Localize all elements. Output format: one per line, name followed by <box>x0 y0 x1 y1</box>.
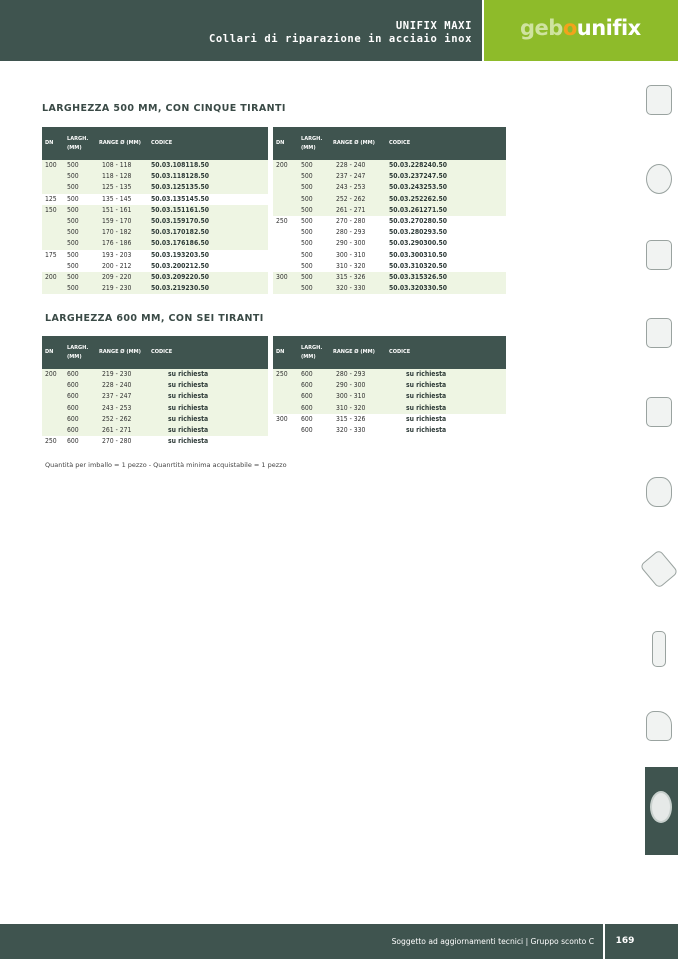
width-cell: 600 <box>64 436 96 447</box>
table-row <box>42 194 268 205</box>
code-cell: su richiesta <box>148 414 268 425</box>
width-cell: 500 <box>64 171 96 182</box>
table-row <box>42 391 268 402</box>
table-row <box>42 425 268 436</box>
code-cell: su richiesta <box>148 391 268 402</box>
width-cell: 500 <box>64 250 96 261</box>
table-row <box>273 238 506 249</box>
dn-cell <box>42 238 64 249</box>
table-row <box>273 414 506 425</box>
table-row <box>42 216 268 227</box>
range-cell: 219 - 230 <box>96 369 148 380</box>
width-cell: 600 <box>64 403 96 414</box>
dn-cell: 200 <box>42 272 64 283</box>
width-cell: 500 <box>64 216 96 227</box>
col-code: CODICE <box>148 127 268 160</box>
range-cell: 176 - 186 <box>96 238 148 249</box>
col-width: LARGH. (MM) <box>298 336 330 369</box>
code-cell: 50.03.243253.50 <box>386 182 506 193</box>
bend-fitting-icon[interactable] <box>646 711 672 741</box>
table-row <box>273 425 506 436</box>
table-row <box>273 194 506 205</box>
table-row <box>273 261 506 272</box>
range-cell: 108 - 118 <box>96 160 148 171</box>
width-cell: 600 <box>298 403 330 414</box>
range-cell: 193 - 203 <box>96 250 148 261</box>
range-cell: 315 - 326 <box>330 272 386 283</box>
section-title-600: LARGHEZZA 600 MM, CON SEI TIRANTI <box>45 313 264 324</box>
footer-note: Soggetto ad aggiornamenti tecnici | Gruppo sconto C <box>391 937 594 946</box>
range-cell: 310 - 320 <box>330 403 386 414</box>
sidebar-item-active[interactable] <box>645 767 678 855</box>
repair-collar-icon <box>650 791 672 823</box>
dn-cell: 150 <box>42 205 64 216</box>
width-cell: 500 <box>64 272 96 283</box>
table-row <box>273 205 506 216</box>
width-cell: 500 <box>298 272 330 283</box>
width-cell: 600 <box>298 380 330 391</box>
width-cell: 500 <box>298 171 330 182</box>
table-row <box>273 369 506 380</box>
range-cell: 290 - 300 <box>330 380 386 391</box>
code-cell: 50.03.170182.50 <box>148 227 268 238</box>
table-600-left <box>42 336 268 447</box>
code-cell: 50.03.125135.50 <box>148 182 268 193</box>
range-cell: 261 - 271 <box>96 425 148 436</box>
dn-cell: 125 <box>42 194 64 205</box>
code-cell: su richiesta <box>148 425 268 436</box>
table-row <box>273 250 506 261</box>
code-cell: 50.03.300310.50 <box>386 250 506 261</box>
width-cell: 500 <box>64 227 96 238</box>
width-cell: 600 <box>298 391 330 402</box>
width-cell: 500 <box>298 283 330 294</box>
range-cell: 320 - 330 <box>330 283 386 294</box>
packaging-note: Quantità per imballo = 1 pezzo - Quanrtità minima acquistabile = 1 pezzo <box>45 461 287 469</box>
width-cell: 600 <box>64 391 96 402</box>
code-cell: 50.03.108118.50 <box>148 160 268 171</box>
code-cell: su richiesta <box>386 369 506 380</box>
range-cell: 310 - 320 <box>330 261 386 272</box>
dn-cell <box>273 194 298 205</box>
dn-cell: 175 <box>42 250 64 261</box>
width-cell: 600 <box>64 425 96 436</box>
section-title-500: LARGHEZZA 500 MM, CON CINQUE TIRANTI <box>42 103 286 114</box>
width-cell: 600 <box>64 380 96 391</box>
table-row <box>42 369 268 380</box>
width-cell: 600 <box>64 414 96 425</box>
table-row <box>273 227 506 238</box>
code-cell: su richiesta <box>386 425 506 436</box>
range-cell: 315 - 326 <box>330 414 386 425</box>
dn-cell <box>42 261 64 272</box>
width-cell: 500 <box>298 194 330 205</box>
dn-cell: 100 <box>42 160 64 171</box>
table-row <box>273 403 506 414</box>
col-dn: DN <box>273 127 298 160</box>
code-cell: 50.03.118128.50 <box>148 171 268 182</box>
dn-cell: 300 <box>273 414 298 425</box>
pipe-section-icon[interactable] <box>652 631 666 667</box>
table-500-right <box>273 127 506 294</box>
page-number: 169 <box>605 924 645 959</box>
width-cell: 500 <box>64 283 96 294</box>
code-cell: 50.03.209220.50 <box>148 272 268 283</box>
table-row <box>42 283 268 294</box>
footer-bar <box>0 924 678 959</box>
table-row <box>42 272 268 283</box>
table-row <box>273 160 506 171</box>
range-cell: 159 - 170 <box>96 216 148 227</box>
table-row <box>273 216 506 227</box>
range-cell: 252 - 262 <box>96 414 148 425</box>
range-cell: 151 - 161 <box>96 205 148 216</box>
col-code: CODICE <box>386 336 506 369</box>
saddle-clamp-icon[interactable] <box>646 164 672 194</box>
code-cell: 50.03.320330.50 <box>386 283 506 294</box>
code-cell: 50.03.290300.50 <box>386 238 506 249</box>
dn-cell <box>42 283 64 294</box>
width-cell: 500 <box>298 205 330 216</box>
dn-cell <box>273 380 298 391</box>
code-cell: 50.03.135145.50 <box>148 194 268 205</box>
table-row <box>273 391 506 402</box>
width-cell: 500 <box>64 160 96 171</box>
dn-cell <box>273 171 298 182</box>
table-row <box>42 261 268 272</box>
width-cell: 600 <box>298 425 330 436</box>
col-code: CODICE <box>386 127 506 160</box>
col-dn: DN <box>273 336 298 369</box>
dn-cell: 250 <box>273 216 298 227</box>
dn-cell <box>42 227 64 238</box>
code-cell: su richiesta <box>386 403 506 414</box>
range-cell: 170 - 182 <box>96 227 148 238</box>
header-title <box>209 20 472 46</box>
range-cell: 118 - 128 <box>96 171 148 182</box>
brand-panel <box>484 0 678 61</box>
dn-cell <box>42 216 64 227</box>
col-code: CODICE <box>148 336 268 369</box>
code-cell: 50.03.310320.50 <box>386 261 506 272</box>
dn-cell <box>273 425 298 436</box>
range-cell: 252 - 262 <box>330 194 386 205</box>
table-row <box>273 380 506 391</box>
code-cell: su richiesta <box>148 369 268 380</box>
width-cell: 500 <box>298 238 330 249</box>
dn-cell <box>273 250 298 261</box>
table-row <box>42 250 268 261</box>
header-bar <box>0 0 482 61</box>
width-cell: 500 <box>64 238 96 249</box>
code-cell: 50.03.261271.50 <box>386 205 506 216</box>
table-500-left <box>42 127 268 294</box>
dn-cell <box>273 261 298 272</box>
col-dn: DN <box>42 127 64 160</box>
table-row <box>42 171 268 182</box>
dn-cell <box>273 283 298 294</box>
width-cell: 500 <box>64 194 96 205</box>
dn-cell: 300 <box>273 272 298 283</box>
dn-cell <box>42 182 64 193</box>
table-row <box>42 403 268 414</box>
tee-fitting-icon[interactable] <box>646 85 672 115</box>
range-cell: 320 - 330 <box>330 425 386 436</box>
dn-cell: 250 <box>273 369 298 380</box>
dn-cell <box>42 391 64 402</box>
width-cell: 500 <box>298 261 330 272</box>
col-range: RANGE Ø (MM) <box>330 336 386 369</box>
table-row <box>42 227 268 238</box>
code-cell: 50.03.159170.50 <box>148 216 268 227</box>
col-range: RANGE Ø (MM) <box>330 127 386 160</box>
code-cell: 50.03.270280.50 <box>386 216 506 227</box>
range-cell: 243 - 253 <box>330 182 386 193</box>
code-cell: su richiesta <box>386 391 506 402</box>
range-cell: 270 - 280 <box>96 436 148 447</box>
code-cell: su richiesta <box>148 380 268 391</box>
col-dn: DN <box>42 336 64 369</box>
dn-cell <box>273 391 298 402</box>
adapter-icon[interactable] <box>646 318 672 348</box>
width-cell: 500 <box>298 160 330 171</box>
width-cell: 500 <box>64 205 96 216</box>
range-cell: 243 - 253 <box>96 403 148 414</box>
code-cell: su richiesta <box>148 436 268 447</box>
width-cell: 600 <box>298 414 330 425</box>
table-row <box>42 380 268 391</box>
dn-cell <box>42 380 64 391</box>
code-cell: 50.03.237247.50 <box>386 171 506 182</box>
dn-cell: 250 <box>42 436 64 447</box>
range-cell: 200 - 212 <box>96 261 148 272</box>
range-cell: 228 - 240 <box>330 160 386 171</box>
range-cell: 135 - 145 <box>96 194 148 205</box>
width-cell: 500 <box>298 216 330 227</box>
table-row <box>42 238 268 249</box>
table-row <box>42 436 268 447</box>
table-row <box>42 182 268 193</box>
code-cell: 50.03.200212.50 <box>148 261 268 272</box>
width-cell: 500 <box>298 227 330 238</box>
range-cell: 125 - 135 <box>96 182 148 193</box>
code-cell: 50.03.193203.50 <box>148 250 268 261</box>
flange-adapter-icon[interactable] <box>646 477 672 507</box>
width-cell: 500 <box>64 182 96 193</box>
col-width: LARGH. (MM) <box>64 127 96 160</box>
dn-cell <box>273 227 298 238</box>
dn-cell <box>273 238 298 249</box>
table-row <box>273 272 506 283</box>
table-row <box>273 182 506 193</box>
range-cell: 270 - 280 <box>330 216 386 227</box>
header-product-subtitle: Collari di riparazione in acciaio inox <box>208 33 472 45</box>
pipe-clamp-icon[interactable] <box>646 397 672 427</box>
code-cell: su richiesta <box>386 414 506 425</box>
brand-logo: gebounifix <box>520 16 641 40</box>
table-600-right <box>273 336 506 436</box>
code-cell: su richiesta <box>148 403 268 414</box>
table-row <box>42 205 268 216</box>
table-row <box>42 160 268 171</box>
width-cell: 500 <box>298 250 330 261</box>
dn-cell <box>42 414 64 425</box>
elbow-icon[interactable] <box>639 549 678 589</box>
dn-cell <box>42 425 64 436</box>
width-cell: 500 <box>298 182 330 193</box>
code-cell: 50.03.151161.50 <box>148 205 268 216</box>
col-width: LARGH. (MM) <box>64 336 96 369</box>
range-cell: 300 - 310 <box>330 250 386 261</box>
dn-cell <box>42 403 64 414</box>
dn-cell <box>273 182 298 193</box>
width-cell: 600 <box>298 369 330 380</box>
width-cell: 600 <box>64 369 96 380</box>
range-cell: 237 - 247 <box>330 171 386 182</box>
range-cell: 219 - 230 <box>96 283 148 294</box>
dn-cell <box>273 205 298 216</box>
code-cell: 50.03.315326.50 <box>386 272 506 283</box>
header-product-line: UNIFIX MAXI <box>395 20 472 32</box>
code-cell: 50.03.219230.50 <box>148 283 268 294</box>
table-row <box>273 171 506 182</box>
coupling-icon[interactable] <box>646 240 672 270</box>
width-cell: 500 <box>64 261 96 272</box>
table-row <box>273 283 506 294</box>
range-cell: 261 - 271 <box>330 205 386 216</box>
range-cell: 228 - 240 <box>96 380 148 391</box>
code-cell: 50.03.228240.50 <box>386 160 506 171</box>
dn-cell <box>42 171 64 182</box>
code-cell: 50.03.252262.50 <box>386 194 506 205</box>
range-cell: 237 - 247 <box>96 391 148 402</box>
range-cell: 300 - 310 <box>330 391 386 402</box>
col-range: RANGE Ø (MM) <box>96 127 148 160</box>
table-row <box>42 414 268 425</box>
dn-cell: 200 <box>273 160 298 171</box>
range-cell: 280 - 293 <box>330 227 386 238</box>
code-cell: 50.03.176186.50 <box>148 238 268 249</box>
dn-cell: 200 <box>42 369 64 380</box>
code-cell: 50.03.280293.50 <box>386 227 506 238</box>
code-cell: su richiesta <box>386 380 506 391</box>
range-cell: 290 - 300 <box>330 238 386 249</box>
col-width: LARGH. (MM) <box>298 127 330 160</box>
dn-cell <box>273 403 298 414</box>
range-cell: 280 - 293 <box>330 369 386 380</box>
col-range: RANGE Ø (MM) <box>96 336 148 369</box>
range-cell: 209 - 220 <box>96 272 148 283</box>
